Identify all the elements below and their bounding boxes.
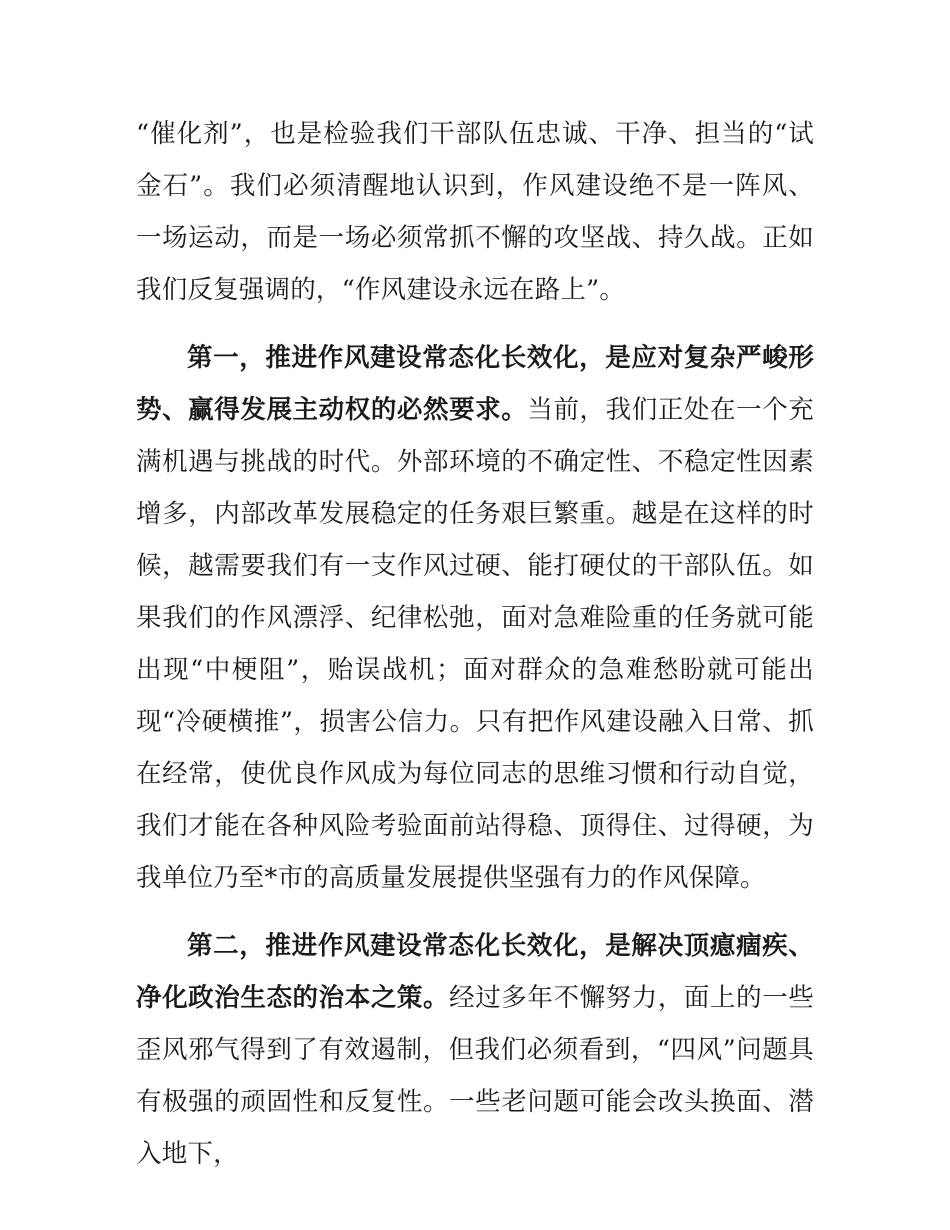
paragraph-lead: 第一，推进作风建设常态化长效化，是应对复杂严峻形势、赢得发展主动权的必然要求。 <box>136 343 814 425</box>
paragraph-text: “催化剂”，也是检验我们干部队伍忠诚、干净、担当的“试金石”。我们必须清醒地认识到，作风建设绝不是一阵风、一场运动，而是一场必须常抓不懈的攻坚战、持久战。正如我们反复强调的，“作风建设永远在路上”。 <box>136 119 814 305</box>
paragraph <box>136 332 814 904</box>
paragraph-lead: 第二，推进作风建设常态化长效化，是解决顶瘜痼疾、净化政治生态的治本之策。 <box>136 931 814 1013</box>
paragraph-text: 当前，我们正处在一个充满机遇与挑战的时代。外部环境的不确定性、不稳定性因素增多，内部改革发展稳定的任务艰巨繁重。越是在这样的时候，越需要我们有一支作风过硬、能打硬仗的干部队伍。如果我们的作风漂浮、纪律松弛，面对急难险重的任务就可能出现“中梗阻”，贻误战机；面对群众的急难愁盼就可能出现“冷硬横推”，损害公信力。只有把作风建设融入日常、抓在经常，使优良作风成为每位同志的思维习惯和行动自觉，我们才能在各种风险考验面前站得稳、顶得住、过得硬，为我单位乃至*市的高质量发展提供坚强有力的作风保障。 <box>136 395 814 893</box>
paragraph <box>136 920 814 1180</box>
paragraph-text: 经过多年不懈努力，面上的一些歪风邪气得到了有效遏制，但我们必须看到，“四风”问题具有极强的顽固性和反复性。一些老问题可能会改头换面、潜入地下， <box>136 983 814 1169</box>
document-body <box>136 108 814 1180</box>
paragraph <box>136 108 814 316</box>
